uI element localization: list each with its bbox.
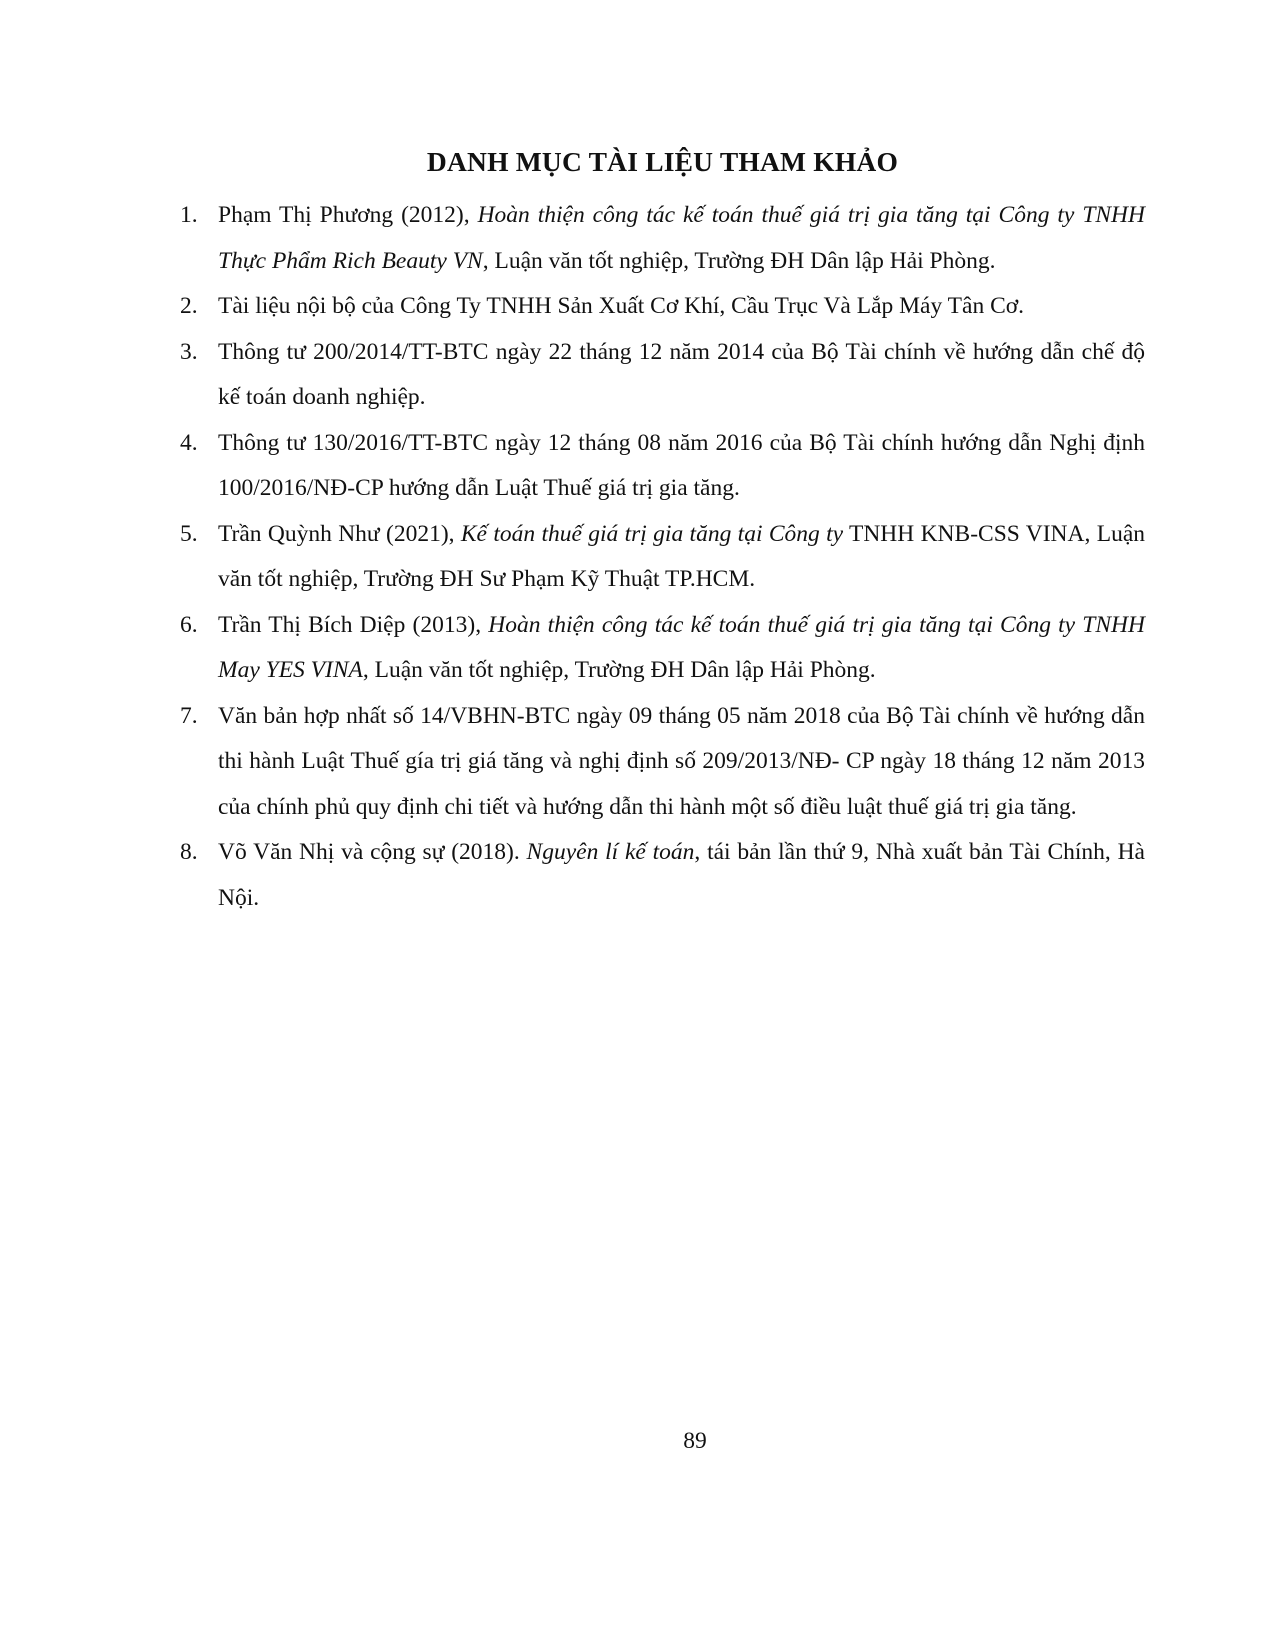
reference-item <box>180 421 1145 512</box>
reference-tail: , Luận văn tốt nghiệp, Trường ĐH Dân lập Hải Phòng. <box>362 657 876 683</box>
reference-number: 7. <box>180 702 198 729</box>
reference-tail: TNHH KNB-CSS VINA, Luận văn tốt nghiệp, Trường ĐH Sư Phạm Kỹ Thuật TP.HCM. <box>218 520 1145 592</box>
reference-number: 6. <box>180 611 198 638</box>
reference-lead: Văn bản hợp nhất số 14/VBHN-BTC ngày 09 tháng 05 năm 2018 của Bộ Tài chính về hướng dẫn thi hành Luật Thuế gía trị giá tăng và nghị định số 209/2013/NĐ- CP ngày 18 tháng 12 năm 2013 của chính phủ quy định chi tiết và hướng dẫn thi hành một số điều luật thuế giá trị gia tăng. <box>218 702 1145 820</box>
reference-item <box>180 512 1145 603</box>
reference-lead: Phạm Thị Phương (2012), <box>218 202 478 228</box>
reference-item <box>180 830 1145 921</box>
page-number: 89 <box>683 1428 707 1454</box>
reference-number: 4. <box>180 429 198 456</box>
reference-item <box>180 603 1145 694</box>
reference-lead: Tài liệu nội bộ của Công Ty TNHH Sản Xuất Cơ Khí, Cầu Trục Và Lắp Máy Tân Cơ. <box>218 293 1025 319</box>
reference-item <box>180 193 1145 284</box>
reference-tail: , tái bản lần thứ 9, Nhà xuất bản Tài Chính, Hà Nội. <box>218 839 1145 911</box>
reference-number: 1. <box>180 202 198 228</box>
reference-title: Hoàn thiện công tác kế toán thuế giá trị gia tăng tại Công ty TNHH May YES VINA <box>218 611 1145 683</box>
reference-tail: , Luận văn tốt nghiệp, Trường ĐH Dân lập Hải Phòng. <box>482 247 996 274</box>
reference-item <box>180 284 1145 330</box>
reference-number: 3. <box>180 338 198 365</box>
page-title: DANH MỤC TÀI LIỆU THAM KHẢO <box>426 146 899 177</box>
reference-lead: Thông tư 200/2014/TT-BTC ngày 22 tháng 12 năm 2014 của Bộ Tài chính về hướng dẫn chế độ kế toán doanh nghiệp. <box>218 338 1145 410</box>
reference-title: Hoàn thiện công tác kế toán thuế giá trị gia tăng tại Công ty TNHH Thực Phẩm Rich Beauty VN <box>218 202 1145 274</box>
reference-number: 2. <box>180 293 198 319</box>
reference-list <box>180 193 1145 921</box>
reference-lead: Võ Văn Nhị và cộng sự (2018). <box>218 839 527 865</box>
reference-item <box>180 330 1145 421</box>
reference-item <box>180 694 1145 831</box>
reference-lead: Thông tư 130/2016/TT-BTC ngày 12 tháng 08 năm 2016 của Bộ Tài chính hướng dẫn Nghị định 100/2016/NĐ-CP hướng dẫn Luật Thuế giá trị gia tăng. <box>218 429 1145 501</box>
reference-title: Kế toán thuế giá trị gia tăng tại Công ty <box>460 520 844 547</box>
reference-lead: Trần Quỳnh Như (2021), <box>218 520 461 547</box>
reference-number: 8. <box>180 839 198 865</box>
reference-title: Nguyên lí kế toán <box>526 839 695 865</box>
reference-number: 5. <box>180 520 198 547</box>
reference-lead: Trần Thị Bích Diệp (2013), <box>218 611 489 638</box>
